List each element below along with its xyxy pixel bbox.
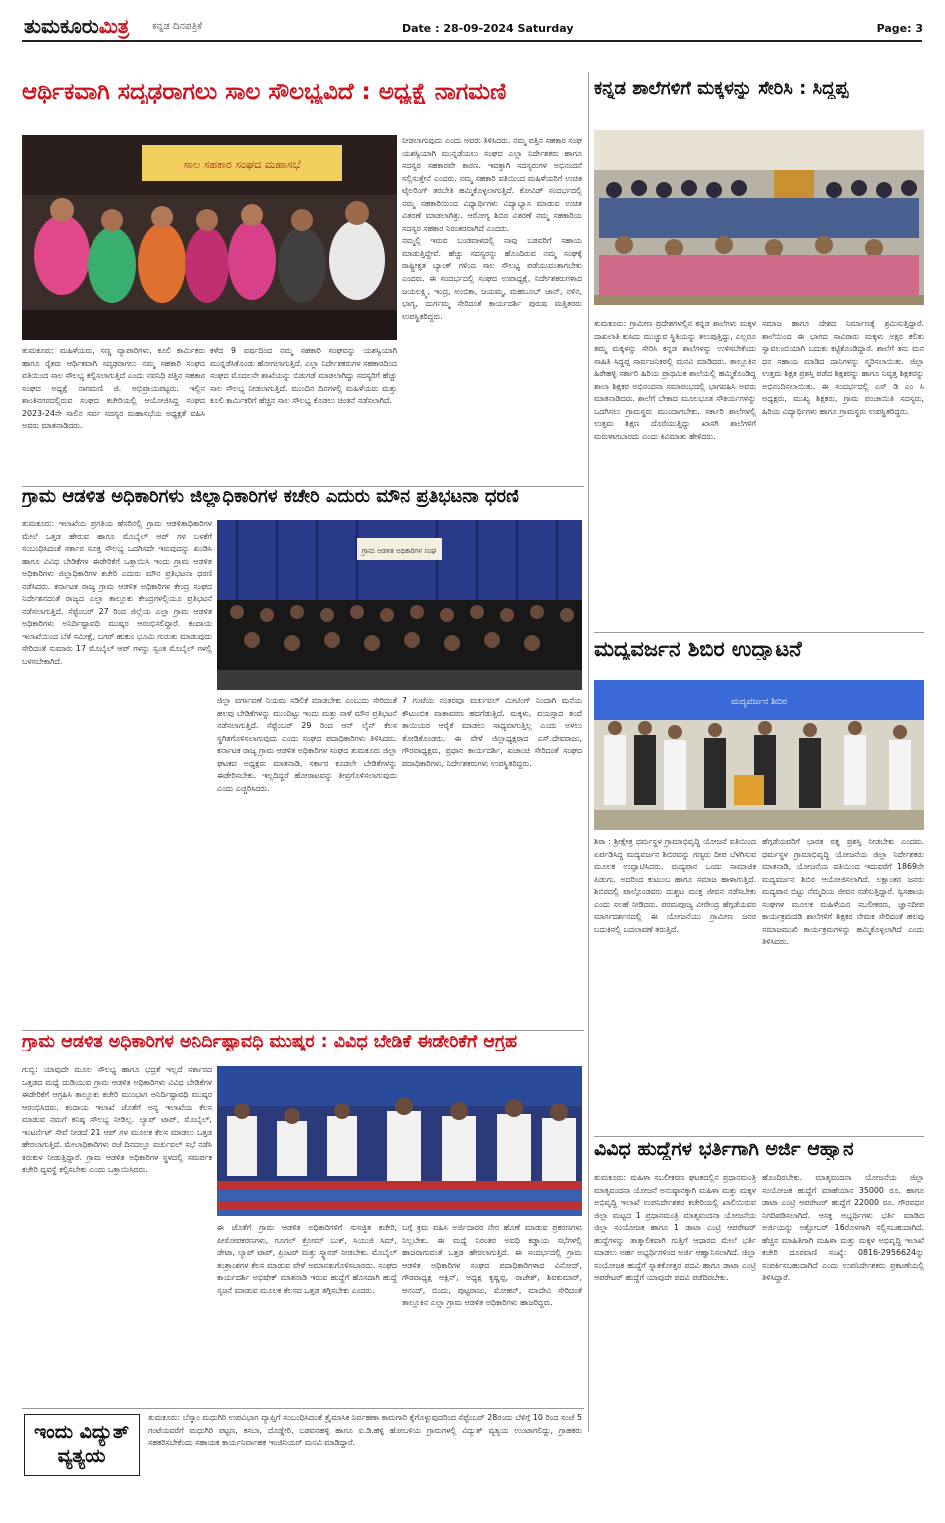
masthead bbox=[0, 0, 945, 42]
story2-column-a bbox=[594, 318, 756, 633]
story4-headline: ಮದ್ಯವರ್ಜನ ಶಿಬಿರ ಉದ್ಘಾಟನೆ bbox=[594, 638, 802, 661]
story3-col3-text: 7 ಗಂಟೆಯ ನಂತರವೂ ವರ್ಚುವಲ್ ಮೀಟಿಂಗ್ ನಿಂದಾಗಿ ಮನೆಯ ಕೌಟುಂಬಿಕ ವಾತಾವರಣ ಹದಗೆಡುತ್ತಿದೆ. ಮಕ್ಕಳು, ವಯಸ್ಸಾದ ತಂದೆ ತಾಯಿಯರ ಆರೈಕೆ ಮಾಡಲು ಸಾಧ್ಯವಾಗುತ್ತಿಲ್ಲ ಎಂದು ಅಳಲು ತೋಡಿಕೊಂಡರು. ಈ ವೇಳೆ ಜಿಲ್ಲಾಧ್ಯಕ್ಷರಾದ ಎಸ್.ದೇವರಾಜು, ಗೌರವಾಧ್ಯಕ್ಷರು, ಪ್ರಧಾನ ಕಾರ್ಯದರ್ಶಿ, ಖಜಾಂಚಿ ಸೇರಿದಂತೆ ಸಂಘದ ಪದಾಧಿಕಾರಿಗಳು, ನಿರ್ದೇಶಕರುಗಳು ಉಪಸ್ಥಿತರಿದ್ದರು. bbox=[402, 696, 582, 768]
story3-col1-text: ತುಮಕೂರು: ಇಲಾಖೆಯ ಪ್ರಗತಿಯ ಹೆಸರಿನಲ್ಲಿ ಗ್ರಾಮ ಆಡಳಿತಾಧಿಕಾರಿಗಳ ಮೇಲೆ ಒತ್ತಡ ಹೇರುವ ಹಾಗೂ ಮೊಬೈಲ್ ಆಪ್ ಗಳ ಬಳಕೆಗೆ ಸಂಬಂಧಿಸಿದಂತೆ ಸರ್ಕಾರ ಸೂಕ್ತ ಸೌಲಭ್ಯ ಒದಗಿಸದೇ ಇರುವುದನ್ನು ಖಂಡಿಸಿ ಹಾಗೂ ವಿವಿಧ ಬೇಡಿಕೆಗಳ ಈಡೇರಿಕೆಗೆ ಒತ್ತಾಯಿಸಿ ಇಂದು ಗ್ರಾಮ ಆಡಳಿತ ಅಧಿಕಾರಿಗಳು ಜಿಲ್ಲಾಧಿಕಾರಿಗಳ ಕಚೇರಿ ಎದುರು ಮೌನ ಪ್ರತಿಭಟನಾ ಧರಣಿ ನಡೆಸಿದರು. ಕರ್ನಾಟಕ ರಾಜ್ಯ ಗ್ರಾಮ ಆಡಳಿತ ಅಧಿಕಾರಿಗಳ ಕೇಂದ್ರ ಸಂಘದ ನಿರ್ದೇಶನದಂತೆ ರಾಜ್ಯದ ಎಲ್ಲಾ ತಾಲ್ಲೂಕು ಕೇಂದ್ರಗಳಲ್ಲಿಯೂ ಪ್ರತಿಭಟನೆ ನಡೆಸಲಾಗುತ್ತಿದೆ. ಸೆಪ್ಟೆಂಬರ್ 27 ರಿಂದ ಜಿಲ್ಲೆಯ ಎಲ್ಲಾ ಗ್ರಾಮ ಆಡಳಿತ ಅಧಿಕಾರಿಗಳು ಅನಿರ್ದಿಷ್ಟಾವಧಿ ಮುಷ್ಕರ ಆರಂಭಿಸಲಿದ್ದಾರೆ. ಕಂದಾಯ ಇಲಾಖೆಯಿಂದ ಬೆಳೆ ಸಮೀಕ್ಷೆ, ಬಗರ್ ಹುಕುಂ ಭೂಮಿ ಗುರುತು ಮಾಡುವುದು ಸೇರಿದಂತೆ ಸುಮಾರು 17 ಮೊಬೈಲ್ ಆಪ್ ಗಳನ್ನು ಸ್ವಂತ ಮೊಬೈಲ್ ಗಳಲ್ಲಿ ಬಳಸಬೇಕಾಗಿದೆ. bbox=[22, 519, 212, 667]
story6-headline: ವಿವಿಧ ಹುದ್ದೆಗಳ ಭರ್ತಿಗಾಗಿ ಅರ್ಜಿ ಆಹ್ವಾನ bbox=[594, 1140, 854, 1160]
story1-photo bbox=[22, 135, 397, 340]
story7-text: ತುಮಕೂರು: ಬೆಸ್ಕಾಂ ಮಧುಗಿರಿ ಉಪವಿಭಾಗ ವ್ಯಾಪ್ತಿಗೆ ಸಂಬಂಧಿಸಿದಂತೆ ತ್ರೈಮಾಸಿಕ ನಿರ್ವಹಣಾ ಕಾಮಗಾರಿ ಕೈಗೊಳ್ಳುವುದರಿಂದ ಸೆಪ್ಟೆಂಬರ್ 28ರಂದು ಬೆಳಿಗ್ಗೆ 10 ರಿಂದ ಸಂಜೆ 5 ಗಂಟೆಯವರೆಗೆ ಮಧುಗಿರಿ ಪಟ್ಟಣ, ಕಸಬಾ, ದೊಡ್ಡೇರಿ, ಬಡವನಹಳ್ಳಿ ಹಾಗೂ ಐ.ಡಿ.ಹಳ್ಳಿ ಹೋಬಳಿಯ ಗ್ರಾಮಗಳಲ್ಲಿ ವಿದ್ಯುತ್ ವ್ಯತ್ಯಯ ಉಂಟಾಗಲಿದ್ದು, ಗ್ರಾಹಕರು ಸಹಕರಿಸಬೇಕೆಂದು ಸಹಾಯಕ ಕಾರ್ಯನಿರ್ವಾಹಕ ಇಂಜಿನಿಯರ್ ಮನವಿ ಮಾಡಿದ್ದಾರೆ. bbox=[148, 1413, 582, 1448]
story5-photo bbox=[217, 1066, 582, 1216]
newspaper-name-red: ಮಿತ್ರ bbox=[98, 14, 130, 38]
story3-headline: ಗ್ರಾಮ ಆಡಳಿತ ಅಧಿಕಾರಿಗಳು ಜಿಲ್ಲಾಧಿಕಾರಿಗಳ ಕಚೇರಿ ಎದುರು ಮೌನ ಪ್ರತಿಭಟನಾ ಧರಣಿ bbox=[22, 488, 519, 507]
story5-column-c bbox=[402, 1222, 582, 1404]
page-number: Page: 3 bbox=[876, 22, 923, 35]
story1-column-right bbox=[402, 135, 582, 480]
story5-col2-text: ಈ ಜೊತೆಗೆ ಗ್ರಾಮ ಆಡಳಿತ ಅಧಿಕಾರಿಗಳಿಗೆ ಸುಸಜ್ಜಿತ ಕಚೇರಿ, ಪೀಠೋಪಕರಣಗಳು, ಗೂಗಲ್ ಕ್ರೋಮ್ ಬುಕ್, ಸಿಯುಜಿ ಸಿಮ್, ಡೇಟಾ, ಲ್ಯಾಪ್ ಟಾಪ್, ಪ್ರಿಂಟರ್ ಮತ್ತು ಸ್ಕ್ಯಾನರ್ ನೀಡಬೇಕು. ಮೊಬೈಲ್ ತಂತ್ರಾಂಶಗಳ ಕೆಲಸ ಮಾಡುವ ವೇಳೆ ಅಮಾನತುಗೊಳಿಸಬಾರದು. ಸಂಘದ ಕಾರ್ಯದರ್ಶಿ ಅಭಿಷೇಕ್ ಮಾತನಾಡಿ ಇರುವ ಹುದ್ದೆಗೆ ಹೊಸದಾಗಿ ಹುದ್ದೆ ಸೃಜನೆ ಮಾಡುವ ಮೂಲಕ ಕೆಲಸದ ಒತ್ತಡ ತಗ್ಗಿಸಬೇಕು ಎಂದರು. bbox=[217, 1223, 397, 1295]
story2-photo bbox=[594, 130, 924, 305]
story6-column-a bbox=[594, 1172, 756, 1492]
story4-col1-text: ಶಿರಾ : ಶ್ರೀಕ್ಷೇತ್ರ ಧರ್ಮಸ್ಥಳ ಗ್ರಾಮಾಭಿವೃದ್ಧಿ ಯೋಜನೆ ವತಿಯಿಂದ ಏರ್ಪಡಿಸಿದ್ದ ಮದ್ಯವರ್ಜನ ಶಿಬಿರವನ್ನು ಗಣ್ಯರು ದೀಪ ಬೆಳಗಿಸುವ ಮೂಲಕ ಉದ್ಘಾಟಿಸಿದರು. ಮದ್ಯಪಾನ ಒಂದು ಸಾಮಾಜಿಕ ಪಿಡುಗು. ಅದರಿಂದ ಕುಟುಂಬ ಹಾಗೂ ಸಮಾಜ ಹಾಳಾಗುತ್ತಿದೆ. ಶಿಬಿರದಲ್ಲಿ ಪಾಲ್ಗೊಂಡವರು ದುಶ್ಚಟ ಮುಕ್ತ ಜೀವನ ನಡೆಸಬೇಕು ಎಂದು ಸಲಹೆ ನೀಡಿದರು. ಪರಮಪೂಜ್ಯ ವೀರೇಂದ್ರ ಹೆಗ್ಗಡೆಯವರ ಮಾರ್ಗದರ್ಶನದಲ್ಲಿ ಈ ಯೋಜನೆಯು ಗ್ರಾಮೀಣ ಜನರ ಬದುಕಿನಲ್ಲಿ ಬದಲಾವಣೆ ತರುತ್ತಿದೆ. bbox=[594, 837, 756, 934]
story-divider-4 bbox=[594, 1136, 924, 1137]
story1-col2-text: ನಮ್ಮಲ್ಲಿ ಇರುವ ಬಂಡವಾಳದಲ್ಲಿ ನಾವು ಬಡವರಿಗೆ ಸಹಾಯ ಮಾಡುತ್ತಿದ್ದೇವೆ. ಹೆಚ್ಚು ಸದಸ್ಯರನ್ನು ಹೊಂದಿರುವ ನಮ್ಮ ಸಂಘಕ್ಕೆ ರಾಷ್ಟ್ರೀಕೃತ ಬ್ಯಾಂಕ್ ಗಳಿಂದ ಸಾಲ ಸೌಲಭ್ಯ ಪಡೆಯುವಂತಾಗಬೇಕು ಎಂದರು. ಈ ಸಂದರ್ಭದಲ್ಲಿ ಸಂಘದ ಉಪಾಧ್ಯಕ್ಷೆ, ನಿರ್ದೇಶಕರುಗಳಾದ ಜಯಲಕ್ಷ್ಮಿ, ಇಂದ್ರ, ಅಂಬಿಕಾ, ಜಯಮ್ಮ, ಮಹಬೂಬ್ ಜಾನ್, ನಳಿನ, ಭಾಗ್ಯ, ದುರ್ಗಮ್ಮ ಸೇರಿದಂತೆ ಕಾರ್ಯದರ್ಶಿ ಪುರುಷ ಮತ್ತಿತರರು ಉಪಸ್ಥಿತರಿದ್ದರು. bbox=[402, 236, 582, 321]
newspaper-name bbox=[24, 14, 129, 38]
story3-col2-text: ಜಿಲ್ಲಾ ವರ್ಗಾವಣೆ ನಿಯಮ ಸಡಿಲಿಕೆ ಮಾಡಬೇಕು ಎಂಬುದು ಸೇರಿದಂತೆ ಹಲವು ಬೇಡಿಕೆಗಳನ್ನು ಮುಂದಿಟ್ಟು ಇಂದು ಮತ್ತು ನಾಳೆ ಮೌನ ಪ್ರತಿಭಟನೆ ನಡೆಸಲಾಗುತ್ತಿದೆ. ಸೆಪ್ಟೆಂಬರ್ 29 ರಿಂದ ಆನ್ ಲೈನ್ ಕೆಲಸ ಸ್ಥಗಿತಗೊಳಿಸಲಾಗುವುದು ಎಂದು ಸಂಘದ ಪದಾಧಿಕಾರಿಗಳು ತಿಳಿಸಿದರು. ಕರ್ನಾಟಕ ರಾಜ್ಯ ಗ್ರಾಮ ಆಡಳಿತ ಅಧಿಕಾರಿಗಳ ಸಂಘದ ತುಮಕೂರು ಜಿಲ್ಲಾ ಘಟಕದ ಅಧ್ಯಕ್ಷರು ಮಾತನಾಡಿ, ಸರ್ಕಾರ ಕೂಡಲೇ ಬೇಡಿಕೆಗಳನ್ನು ಈಡೇರಿಸಬೇಕು. ಇಲ್ಲದಿದ್ದರೆ ಹೋರಾಟವನ್ನು ತೀವ್ರಗೊಳಿಸಲಾಗುವುದು ಎಂದು ಎಚ್ಚರಿಸಿದರು. bbox=[217, 696, 397, 793]
power-cut-text bbox=[148, 1412, 582, 1480]
story-divider-3 bbox=[22, 1030, 584, 1031]
power-cut-title-line1: ಇಂದು ವಿದ್ಯುತ್ bbox=[33, 1421, 130, 1443]
story1-col3-text: ತುಮಕೂರು: ಮಹಿಳೆಯರು, ಸಣ್ಣ ವ್ಯಾಪಾರಿಗಳು, ಕೂಲಿ ಕಾರ್ಮಿಕರು ಹಾಗೂ ರೈತರು ಆರ್ಥಿಕವಾಗಿ ಸದೃಢರಾಗಲು ನಮ್ಮ ಸಹಕಾರಿ ಸಂಘದ ವತಿಯಿಂದ ಸಾಲ ಸೌಲಭ್ಯ ಕಲ್ಪಿಸಲಾಗುತ್ತಿದೆ ಎಂದು ನವನಿಧಿ ಪತ್ತಿನ ಸಹಕಾರ ಸಂಘದ ಅಧ್ಯಕ್ಷೆ ನಾಗಮಣಿ ಜಿ. ಅಭಿಪ್ರಾಯಪಟ್ಟರು. ಇಲ್ಲಿನ ಶಾಂತಿನಗರದಲ್ಲಿರುವ ಸಂಘದ ಕಚೇರಿಯಲ್ಲಿ ಆಯೋಜಿಸಿದ್ದ ಸಂಘದ 2023-24ನೇ ಸಾಲಿನ ಸರ್ವ ಸದಸ್ಯರ ಮಹಾಸಭೆಯ ಅಧ್ಯಕ್ಷತೆ ವಹಿಸಿ ಅವರು ಮಾತನಾಡಿದರು. bbox=[22, 346, 205, 431]
story3-banner-text: ಗ್ರಾಮ ಆಡಳಿತ ಅಧಿಕಾರಿಗಳ ಸಂಘ bbox=[361, 547, 437, 555]
story1-column-a bbox=[22, 345, 205, 483]
story5-col3-text: ಬಗ್ಗೆ ಕ್ರಮ ವಹಿಸಿ ಅರ್ಜಿದಾರರ ನೇರ ಹೊಣೆ ಮಾಡುವ ಪ್ರಕರಣಗಳು ನಿಲ್ಲಬೇಕು. ಈ ಮಧ್ಯೆ ನಿರಂತರ ಅವಧಿ ಕಡ್ಡಾಯ ಸಭೆಗಳಲ್ಲಿ ಹಾಜರಾಗುವಂತೆ ಒತ್ತಡ ಹೇರಲಾಗುತ್ತಿದೆ. ಈ ಸಂದರ್ಭದಲ್ಲಿ ಗ್ರಾಮ ಆಡಳಿತ ಅಧಿಕಾರಿಗಳ ಸಂಘದ ಪದಾಧಿಕಾರಿಗಳಾದ ವಿನೋದ್, ಗೌರವಾಧ್ಯಕ್ಷ ಆಕ್ಷಿನ್, ಅಧ್ಯಕ್ಷ ಕೃಷ್ಣಪ್ಪ, ರಾಜೇಶ್, ಶಿವಕುಮಾರ್, ಆನಂದ್, ಬಿಂದು, ಪುಟ್ಟರಾಜು, ಮೋಹನ್, ಮಾದೇವಿ ಸೇರಿದಂತೆ ತಾಲ್ಲೂಕಿನ ಎಲ್ಲಾ ಗ್ರಾಮ ಆಡಳಿತ ಅಧಿಕಾರಿಗಳು ಹಾಜರಿದ್ದರು. bbox=[402, 1223, 582, 1308]
newspaper-name-black: ತುಮಕೂರು bbox=[24, 14, 99, 38]
story4-banner-text: ಮದ್ಯವರ್ಜನ ಶಿಬಿರ bbox=[731, 697, 787, 707]
newspaper-tagline: ಕನ್ನಡ ದಿನಪತ್ರಿಕೆ bbox=[152, 21, 203, 32]
story-divider-2 bbox=[594, 632, 924, 633]
power-cut-title-line2: ವ್ಯತ್ಯಯ bbox=[57, 1445, 106, 1467]
story1-col1-text: ನೀಡಲಾಗುವುದು ಎಂದು ಅವರು ತಿಳಿಸಿದರು. ನಮ್ಮ ಪತ್ತಿನ ಸಹಕಾರ ಸಂಘ ಯಶಸ್ವಿಯಾಗಿ ಮುನ್ನಡೆಯಲು ಸಂಘದ ಎಲ್ಲಾ ನಿರ್ದೇಶಕರು ಹಾಗೂ ಸದಸ್ಯರ ಸಹಕಾರವೇ ಕಾರಣ. ಇವತ್ತಾಗಿ ಸದಸ್ಯರುಗಳ ಅಭಿನಂದನೆ ಸಲ್ಲಿಸುತ್ತೇನೆ ಎಂದರು. ನಮ್ಮ ಸಹಕಾರಿ ವತಿಯಿಂದ ಮಹಿಳೆಯರಿಗೆ ಉಚಿತ ಟೈಲರಿಂಗ್ ತರಬೇತಿ ಹಮ್ಮಿಕೊಳ್ಳಲಾಗುತ್ತಿದೆ. ಕೋವಿಡ್ ಸಂದರ್ಭದಲ್ಲಿ ನಮ್ಮ ಸಹಕಾರಿಯಿಂದ ವಿಧ್ಯಾರ್ಥಿಗಳು ವಿದ್ಯಾಭ್ಯಾಸ ಮಾಡುವ ಉಚಿತ ವಿತರಣೆ ಮಾಡಲಾಗಿತ್ತು. ಆರೋಗ್ಯ ಶಿಬಿರ ವಿತರಣೆ ನಮ್ಮ ಸಹಕಾರಿಯ ಸದಸ್ಯರ ಸಹಕಾರ ನಿರಂತರವಾಗಿದೆ ಎಂದರು. bbox=[402, 136, 582, 233]
masthead-rule bbox=[22, 40, 922, 42]
story1-col4-text: ಕಳೆದ 9 ವರ್ಷದಿಂದ ನಮ್ಮ ಸಹಕಾರಿ ಸಂಘವನ್ನು ಯಶಸ್ವಿಯಾಗಿ ಮುನ್ನಡೆಸಿಕೊಂಡು ಹೋಗಲಾಗುತ್ತಿದೆ. ಎಲ್ಲಾ ನಿರ್ದೇಶಕರುಗಳ ಸಹಕಾರದಿಂದ ಸಂಘದ ಮೊದಲನೇ ಶಾಖೆಯನ್ನು ಬಿಡುಗಡೆ ಮಾಡಲಾಗಿದ್ದು ಸದಸ್ಯರಿಗೆ ಹೆಚ್ಚು ಸಾಲ ಸೌಲಭ್ಯ ನೀಡಲಾಗುತ್ತಿದೆ. ಮುಂದಿನ ದಿನಗಳಲ್ಲಿ ಮಹಿಳೆಯರು ಮತ್ತು ಕೂಲಿ ಕಾರ್ಮಿಕರಿಗೆ ಹೆಚ್ಚಿನ ಸಾಲ ಸೌಲಭ್ಯ ಕೊಡಲು ಚಿಂತನೆ ನಡೆಸಲಾಗಿದೆ. bbox=[210, 346, 397, 406]
story2-headline: ಕನ್ನಡ ಶಾಲೆಗಳಿಗೆ ಮಕ್ಕಳನ್ನು ಸೇರಿಸಿ : ಸಿದ್ದಪ್ಪ bbox=[594, 80, 849, 99]
story2-col2-text: ಸಮಾಜ ಹಾಗೂ ದೇಶದ ನಿರ್ಮಾಣಕ್ಕೆ ಶ್ರಮಿಸುತ್ತಿದ್ದಾರೆ. ಶಾಲೆಯಿಂದ ಈ ಭಾಗದ ಸಾವಿರಾರು ಮಕ್ಕಳು ಅಕ್ಷರ ಕಲಿತು ಸ್ವಾವಲಂಬಿಯಾಗಿ ಬದುಕು ಕಟ್ಟಿಕೊಂಡಿದ್ದಾರೆ. ಶಾಲೆಗೆ ತನು ಮನ ಧನ ಸಹಾಯ ಮಾಡಿದ ದಾನಿಗಳನ್ನು ಸ್ಮರಿಸಲಾಯಿತು. ಜಿಲ್ಲಾ ಉತ್ತಮ ಶಿಕ್ಷಕ ಪ್ರಶಸ್ತಿ ಪಡೆದ ಶಿಕ್ಷಕರನ್ನು ಹಾಗೂ ನಿವೃತ್ತ ಶಿಕ್ಷಕರನ್ನು ಅಭಿನಂದಿಸಲಾಯಿತು. ಈ ಸಂದರ್ಭದಲ್ಲಿ ಎಸ್ ಡಿ ಎಂ ಸಿ ಅಧ್ಯಕ್ಷರು, ಮುಖ್ಯ ಶಿಕ್ಷಕರು, ಗ್ರಾಮ ಪಂಚಾಯಿತಿ ಸದಸ್ಯರು, ಹಿರಿಯ ವಿದ್ಯಾರ್ಥಿಗಳು ಹಾಗೂ ಗ್ರಾಮಸ್ಥರು ಉಪಸ್ಥಿತರಿದ್ದರು. bbox=[762, 319, 924, 416]
story1-banner-text: ಸಾಲ ಸಹಕಾರ ಸಂಘದ ಮಹಾಸಭೆ bbox=[183, 158, 301, 171]
story3-column-a bbox=[22, 518, 212, 1028]
story4-photo bbox=[594, 680, 924, 830]
story5-column-a bbox=[22, 1064, 212, 1404]
story6-column-b bbox=[762, 1172, 924, 1492]
story6-col2-text: ಹೊಂದಿರಬೇಕು. ಮಾತೃವಂದನಾ ಯೋಜನೆಯ ಜಿಲ್ಲಾ ಸಂಯೋಜಕ ಹುದ್ದೆಗೆ ಮಾಹೆಯಾನ 35000 ರೂ. ಹಾಗೂ ಡಾಟಾ ಎಂಟ್ರಿ ಆಪರೇಟರ್ ಹುದ್ದೆಗೆ 22000 ರೂ. ಗೌರವಧನ ನಿಗದಿಪಡಿಸಲಾಗಿದೆ. ಆಸಕ್ತ ಅಭ್ಯರ್ಥಿಗಳು ಭರ್ತಿ ಮಾಡಿದ ಅರ್ಜಿಯನ್ನು ಅಕ್ಟೋಬರ್ 16ರೊಳಗಾಗಿ ಸಲ್ಲಿಸಬಹುದಾಗಿದೆ. ಹೆಚ್ಚಿನ ಮಾಹಿತಿಗಾಗಿ ಮಹಿಳಾ ಮತ್ತು ಮಕ್ಕಳ ಅಭಿವೃದ್ಧಿ ಇಲಾಖೆ ಕಚೇರಿ ದೂರವಾಣಿ ಸಂಖ್ಯೆ: 0816-2956624ನ್ನು ಸಂಪರ್ಕಿಸಬಹುದಾಗಿದೆ ಎಂದು ಉಪನಿರ್ದೇಶಕರು ಪ್ರಕಟಣೆಯಲ್ಲಿ ತಿಳಿಸಿದ್ದಾರೆ. bbox=[762, 1173, 924, 1283]
story-divider-5 bbox=[22, 1408, 584, 1409]
column-divider bbox=[588, 72, 589, 1432]
story1-column-b bbox=[210, 345, 397, 483]
story2-col1-text: ತುಮಕೂರು: ಗ್ರಾಮೀಣ ಪ್ರದೇಶಗಳಲ್ಲಿನ ಕನ್ನಡ ಶಾಲೆಗಳು ಮಕ್ಕಳ ದಾಖಲಾತಿ ಕುಸಿದು ಮುಚ್ಚುವ ಸ್ಥಿತಿಯನ್ನು ತಲುಪುತ್ತಿದ್ದು, ಎಲ್ಲರೂ ತಮ್ಮ ಮಕ್ಕಳನ್ನು ಸೇರಿಸಿ ಕನ್ನಡ ಶಾಲೆಗಳನ್ನು ಉಳಿಸಬೇಕೆಂದು ಸಾಹಿತಿ ಸಿದ್ದಪ್ಪ ಸಾರ್ವಜನಿಕರಲ್ಲಿ ಮನವಿ ಮಾಡಿದರು. ತಾಲ್ಲೂಕಿನ ಹಿರೇಹಳ್ಳಿ ಸರ್ಕಾರಿ ಹಿರಿಯ ಪ್ರಾಥಮಿಕ ಶಾಲೆಯಲ್ಲಿ ಹಮ್ಮಿಕೊಂಡಿದ್ದ ಶಾಲಾ ಶಿಕ್ಷಕರ ಅಭಿನಂದನಾ ಸಮಾರಂಭದಲ್ಲಿ ಭಾಗವಹಿಸಿ ಅವರು ಮಾತನಾಡಿದರು. ಶಾಲೆಗೆ ಬೇಕಾದ ಮೂಲಭೂತ ಸೌಕರ್ಯಗಳನ್ನು ಒದಗಿಸಲು ಗ್ರಾಮಸ್ಥರು ಮುಂದಾಗಬೇಕು. ಸರ್ಕಾರಿ ಶಾಲೆಗಳಲ್ಲಿ ಉತ್ತಮ ಶಿಕ್ಷಣ ದೊರೆಯುತ್ತಿದ್ದು ಖಾಸಗಿ ಶಾಲೆಗಳಿಗೆ ಮರುಳಾಗಬಾರದು ಎಂದು ಕಿವಿಮಾತು ಹೇಳಿದರು. bbox=[594, 319, 756, 441]
story3-photo bbox=[217, 520, 582, 690]
story4-col2-text: ಹೆಗ್ಗಡೆಯವರಿಗೆ ಭಾರತ ರತ್ನ ಪ್ರಶಸ್ತಿ ನೀಡಬೇಕು ಎಂದರು. ಧರ್ಮಸ್ಥಳ ಗ್ರಾಮಾಭಿವೃದ್ಧಿ ಯೋಜನೆಯ ಜಿಲ್ಲಾ ನಿರ್ದೇಶಕರು ಮಾತನಾಡಿ, ಯೋಜನೆಯ ವತಿಯಿಂದ ಇದುವರೆಗೆ 1869ನೇ ಮದ್ಯವರ್ಜನ ಶಿಬಿರ ಆಯೋಜಿಸಲಾಗಿದೆ. ಲಕ್ಷಾಂತರ ಜನರು ಮದ್ಯಪಾನ ಬಿಟ್ಟು ನೆಮ್ಮದಿಯ ಜೀವನ ನಡೆಸುತ್ತಿದ್ದಾರೆ. ಸ್ವಸಹಾಯ ಸಂಘಗಳ ಮೂಲಕ ಮಹಿಳೆಯರ ಸಬಲೀಕರಣ, ಜ್ಞಾನದೀಪ ಕಾರ್ಯಕ್ರಮದಡಿ ಶಾಲೆಗಳಿಗೆ ಶಿಕ್ಷಕರ ನೇಮಕ ಸೇರಿದಂತೆ ಹಲವು ಸಮಾಜಮುಖಿ ಕಾರ್ಯಕ್ರಮಗಳನ್ನು ಹಮ್ಮಿಕೊಳ್ಳಲಾಗಿದೆ ಎಂದು ತಿಳಿಸಿದರು. bbox=[762, 837, 924, 947]
story4-column-b bbox=[762, 836, 924, 1133]
story5-column-b bbox=[217, 1222, 397, 1404]
story5-headline: ಗ್ರಾಮ ಆಡಳಿತ ಅಧಿಕಾರಿಗಳ ಅನಿರ್ದಿಷ್ಟಾವಧಿ ಮುಷ್ಕರ : ವಿವಿಧ ಬೇಡಿಕೆ ಈಡೇರಿಕೆಗೆ ಆಗ್ರಹ bbox=[22, 1033, 518, 1052]
story5-col1-text: ಗುಬ್ಬಿ: ಯಾವುದೇ ಮೂಲ ಸೌಲಭ್ಯ ಹಾಗೂ ಭದ್ರತೆ ಇಲ್ಲದೆ ಸರ್ಕಾರದ ಒತ್ತಡದ ಮಧ್ಯೆ ದುಡಿಯುವ ಗ್ರಾಮ ಆಡಳಿತ ಅಧಿಕಾರಿಗಳು ವಿವಿಧ ಬೇಡಿಕೆಗಳ ಈಡೇರಿಕೆಗೆ ಆಗ್ರಹಿಸಿ ತಾಲ್ಲೂಕು ಕಚೇರಿ ಮುಂಭಾಗ ಅನಿರ್ದಿಷ್ಟಾವಧಿ ಮುಷ್ಕರ ಆರಂಭಿಸಿದರು. ಕಂದಾಯ ಇಲಾಖೆ ಜೊತೆಗೆ ಅನ್ಯ ಇಲಾಖೆಯ ಕೆಲಸ ಮಾಡುವ ನಮಗೆ ಕನಿಷ್ಠ ಸೌಲಭ್ಯ ನೀಡಿಲ್ಲ. ಲ್ಯಾಪ್ ಟಾಪ್, ಮೊಬೈಲ್, ಇಂಟರ್ನೆಟ್ ಸೇವೆ ನೀಡದೆ 21 ಆಪ್ ಗಳ ಮೂಲಕ ಕೆಲಸ ಮಾಡಲು ಒತ್ತಡ ಹೇರಲಾಗುತ್ತಿದೆ. ಮೇಲಾಧಿಕಾರಿಗಳು ರಜೆ ದಿನದಲ್ಲೂ ವರ್ಚುವಲ್ ಸಭೆ ನಡೆಸಿ ಕಿರುಕುಳ ನೀಡುತ್ತಿದ್ದಾರೆ. ಗ್ರಾಮ ಆಡಳಿತ ಅಧಿಕಾರಿಗಳ ಸ್ಥಳದಲ್ಲಿ ಸಮರ್ಪಕ ಕಚೇರಿ ವ್ಯವಸ್ಥೆ ಕಲ್ಪಿಸಬೇಕು ಎಂದು ಒತ್ತಾಯಿಸಿದರು. bbox=[22, 1065, 212, 1175]
story4-column-a bbox=[594, 836, 756, 1133]
story2-column-b bbox=[762, 318, 924, 633]
story1-headline: ಆರ್ಥಿಕವಾಗಿ ಸದೃಢರಾಗಲು ಸಾಲ ಸೌಲಭ್ಯವಿದೆ : ಅಧ್ಯಕ್ಷೆ ನಾಗಮಣಿ bbox=[22, 80, 507, 105]
story-divider-1 bbox=[22, 486, 584, 487]
story3-column-b bbox=[217, 695, 397, 1028]
issue-date: Date : 28-09-2024 Saturday bbox=[402, 22, 574, 35]
power-cut-box bbox=[24, 1414, 140, 1476]
story3-column-c bbox=[402, 695, 582, 1028]
story6-col1-text: ತುಮಕೂರು: ಮಹಿಳಾ ಸಬಲೀಕರಣ ಘಟಕದಲ್ಲಿನ ಪ್ರಧಾನಮಂತ್ರಿ ಮಾತೃವಂದನಾ ಯೋಜನೆ ಅನುಷ್ಠಾನಕ್ಕಾಗಿ ಮಹಿಳಾ ಮತ್ತು ಮಕ್ಕಳ ಅಭಿವೃದ್ಧಿ ಇಲಾಖೆ ಉಪನಿರ್ದೇಶಕರ ಕಚೇರಿಯಲ್ಲಿ ಖಾಲಿಯಿರುವ ಜಿಲ್ಲಾ ಮಟ್ಟದ 1 ಪ್ರಧಾನಮಂತ್ರಿ ಮಾತೃವಂದನಾ ಯೋಜನೆಯ ಜಿಲ್ಲಾ ಸಂಯೋಜಕ ಹಾಗೂ 1 ಡಾಟಾ ಎಂಟ್ರಿ ಆಪರೇಟರ್ ಹುದ್ದೆಗಳನ್ನು ತಾತ್ಕಾಲಿಕವಾಗಿ ಗುತ್ತಿಗೆ ಆಧಾರದ ಮೇಲೆ ಭರ್ತಿ ಮಾಡಲು ಅರ್ಹ ಅಭ್ಯರ್ಥಿಗಳಿಂದ ಅರ್ಜಿ ಆಹ್ವಾನಿಸಲಾಗಿದೆ. ಜಿಲ್ಲಾ ಸಂಯೋಜಕ ಹುದ್ದೆಗೆ ಸ್ನಾತಕೋತ್ತರ ಪದವಿ ಹಾಗೂ ಡಾಟಾ ಎಂಟ್ರಿ ಆಪರೇಟರ್ ಹುದ್ದೆಗೆ ಯಾವುದೇ ಪದವಿ ಪಡೆದಿರಬೇಕು. bbox=[594, 1173, 756, 1283]
